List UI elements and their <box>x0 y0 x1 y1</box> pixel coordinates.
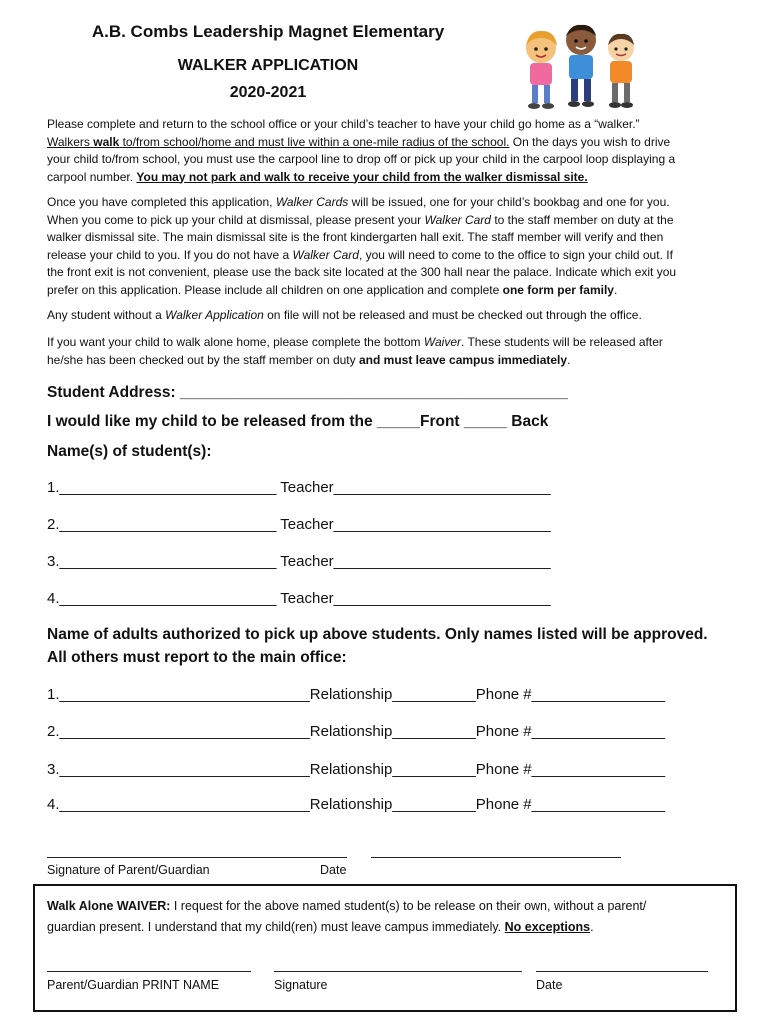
adult-row[interactable]: 3.______________________________Relationship__________Phone #________________ <box>47 761 666 778</box>
student-address-label: Student Address: <box>47 384 180 401</box>
text: he/she has been checked out by the staff member on duty <box>47 352 359 367</box>
carpool-lead: carpool number. <box>47 169 137 184</box>
text: When you come to pick up your child at dismissal, please present your <box>47 212 425 227</box>
text: Once you have completed this application, <box>47 195 276 209</box>
intro-line-1a: Please complete and return to the school office or your child’s teacher to have your child go home as a “walker.” <box>47 117 640 131</box>
waiver-statement: I request for the above named student(s) to be release on their own, without a parent/ <box>170 899 647 913</box>
intro-line-3 <box>47 307 737 325</box>
intro-line-2b <box>47 212 737 230</box>
student-names-label: Name(s) of student(s): <box>47 443 212 460</box>
intro-line-4b <box>47 352 737 370</box>
walker-card-term: Walker Card <box>424 212 491 227</box>
authorized-adults-label: Name of adults authorized to pick up above students. Only names listed will be approved. <box>47 626 708 643</box>
form-title: WALKER APPLICATION <box>177 57 359 74</box>
intro-line-1b <box>47 134 737 152</box>
child-right <box>608 34 634 108</box>
walk-word: walk <box>93 134 120 149</box>
drive-lead: On the days you wish to drive <box>509 134 671 149</box>
student-address-row <box>47 384 568 402</box>
text: prefer on this application. Please include all children on one application and complete <box>47 282 503 297</box>
waiver-signature-label: Signature <box>274 978 328 992</box>
no-park-warning: You may not park and walk to receive your child from the walker dismissal site. <box>136 169 588 184</box>
walkers-requirement <box>47 135 509 149</box>
intro-line-1c: your child to/from school, you must use the carpool line to drop off or pick up your child in the carpool loop displaying a <box>47 152 676 166</box>
text: . These students will be released after <box>461 335 663 349</box>
no-exceptions: No exceptions <box>504 920 591 934</box>
child-middle <box>566 25 596 107</box>
adult-row[interactable]: 4.______________________________Relationship__________Phone #________________ <box>47 796 666 813</box>
signature-date-line[interactable] <box>371 857 621 858</box>
text: Any student without a <box>47 308 166 322</box>
print-name-label: Parent/Guardian PRINT NAME <box>47 978 220 992</box>
school-name: A.B. Combs Leadership Magnet Elementary <box>91 22 445 41</box>
main-office-note: All others must report to the main office: <box>47 649 347 666</box>
text: . <box>613 282 618 297</box>
text: , you will need to come to the office to sign your child out. If <box>358 247 673 262</box>
intro-line-2f <box>47 282 737 300</box>
intro-paragraph-2 <box>47 194 737 299</box>
text: release your child to you. If you do not have a <box>47 247 293 262</box>
intro-line-2a <box>47 194 737 212</box>
walkers-lead: Walkers <box>47 134 94 149</box>
intro-paragraph-1 <box>47 116 737 186</box>
text: to the staff member on duty at the <box>490 212 674 227</box>
one-form-per-family: one form per family <box>502 282 614 297</box>
walker-cards-term: Walker Cards <box>275 195 349 209</box>
intro-line-2e: the front exit is not convenient, please use the back site located at the 300 hall near the palace. Indicate which exit you <box>47 265 677 279</box>
intro-paragraph-3 <box>47 307 737 325</box>
student-row[interactable]: 3.__________________________ Teacher__________________________ <box>47 553 551 570</box>
student-row[interactable]: 2.__________________________ Teacher__________________________ <box>47 516 551 533</box>
waiver-line-1 <box>47 896 727 917</box>
waiver-date-label: Date <box>536 978 563 992</box>
waiver-date-line[interactable] <box>536 971 708 972</box>
student-row[interactable]: 4.__________________________ Teacher__________________________ <box>47 590 551 607</box>
text: . <box>590 920 594 934</box>
adult-row[interactable]: 1.______________________________Relationship__________Phone #________________ <box>47 686 666 703</box>
walkers-rest: to/from school/home and must live within a one-mile radius of the school. <box>119 134 510 149</box>
text: will be issued, one for your child’s bookbag and one for you. <box>348 195 670 209</box>
waiver-term: Waiver <box>423 335 461 349</box>
walker-card-term: Walker Card <box>292 247 359 262</box>
child-left <box>526 31 557 109</box>
intro-line-2c: walker dismissal site. The main dismissal site is the front kindergarten hall exit. The staff member will verify and then <box>47 230 664 244</box>
signature-date-label: Date <box>320 863 347 877</box>
waiver-signature-line[interactable] <box>274 971 522 972</box>
intro-line-2d <box>47 247 737 265</box>
student-address-field[interactable]: _____________________________________________ <box>179 384 568 401</box>
intro-line-4a <box>47 334 737 352</box>
release-exit-field[interactable]: I would like my child to be released from the _____Front _____ Back <box>47 413 549 430</box>
parent-signature-label: Signature of Parent/Guardian <box>47 863 210 877</box>
intro-line-1d <box>47 169 737 187</box>
intro-paragraph-4 <box>47 334 737 369</box>
waiver-line-2 <box>47 917 727 938</box>
parent-signature-line[interactable] <box>47 857 347 858</box>
waiver-statement-2: guardian present. I understand that my child(ren) must leave campus immediately. <box>47 920 505 934</box>
waiver-title: Walk Alone WAIVER: <box>47 899 171 913</box>
print-name-line[interactable] <box>47 971 251 972</box>
text: If you want your child to walk alone home, please complete the bottom <box>47 335 424 349</box>
adult-row[interactable]: 2.______________________________Relationship__________Phone #________________ <box>47 723 666 740</box>
student-row[interactable]: 1.__________________________ Teacher__________________________ <box>47 479 551 496</box>
walking-kids-illustration <box>515 18 645 114</box>
text: on file will not be released and must be checked out through the office. <box>263 308 642 322</box>
leave-campus-note: and must leave campus immediately <box>358 352 568 367</box>
school-year: 2020-2021 <box>229 84 307 101</box>
text: . <box>567 352 571 367</box>
walker-application-term: Walker Application <box>165 308 264 322</box>
waiver-text <box>47 896 727 938</box>
